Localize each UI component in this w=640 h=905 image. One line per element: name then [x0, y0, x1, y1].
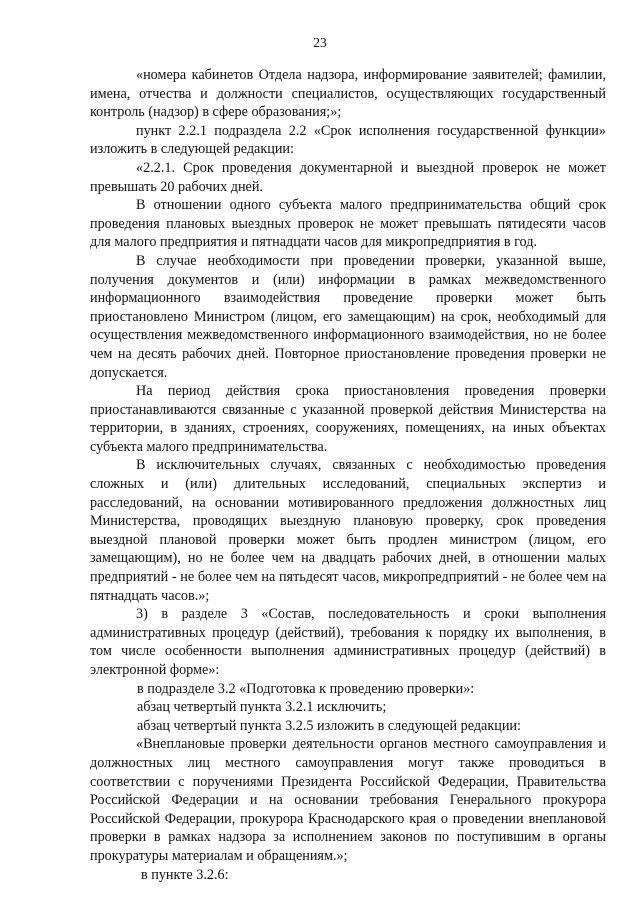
paragraph-small-business-limit: В отношении одного субъекта малого предпринимательства общий срок проведения плановых выездных проверок не может превышать пятидесяти часов для малого предприятия и пятнадцати часов для микропредприятия в год. — [90, 197, 606, 251]
paragraph-item-3-2-1: абзац четвертый пункта 3.2.1 исключить; — [137, 699, 387, 716]
paragraph-item-2-2-1-text: «2.2.1. Срок проведения документарной и выездной проверок не может превышать 20 рабочих дней. — [90, 159, 606, 195]
paragraph-item-3-2-6: в пункте 3.2.6: — [141, 866, 229, 883]
paragraph-extension: В исключительных случаях, связанных с необходимостью проведения сложных и (или) длительных исследований, специальных экспертиз и расследований, на основании мотивированного предложения должностных лиц Министерства, проводящих выездную плановую проверку, срок проведения выездной плановой проверки может быть продлен министром (лицом, его замещающим), но не более чем на двадцать рабочих дней, в отношении малых предприятий - не более чем на пятьдесят часов, микропредприятий - не более чем на пятнадцать часов.»; — [90, 457, 606, 604]
paragraph-item-2-2-1-intro: пункт 2.2.1 подраздела 2.2 «Срок исполнения государственной функции» изложить в следующей редакции: — [90, 122, 606, 158]
paragraph-suspension: В случае необходимости при проведении проверки, указанной выше, получения документов и (или) информации в рамках межведомственного информационного взаимодействия проведение проверки может быть приостановлено Министром (лицом, его замещающим) на срок, необходимый для осуществления межведомственного информационного взаимодействия, но не более чем на десять рабочих дней. Повторное приостановление проведения проверки не допускается. — [90, 252, 606, 381]
paragraph-suspension-period: На период действия срока приостановления проведения проверки приостанавливаются связанные с указанной проверкой действия Министерства на территории, в зданиях, строениях, сооружениях, помещениях, на иных объектах субъекта малого предпринимательства. — [90, 383, 606, 455]
page-number: 23 — [313, 35, 327, 50]
document-body — [90, 66, 606, 884]
paragraph-unscheduled-inspections: «Внеплановые проверки деятельности органов местного самоуправления и должностных лиц местного самоуправления могут также проводиться в соответствии с поручениями Президента Российской Федерации, Правительства Российской Федерации и на основании требования Генерального прокурора Российской Федерации, прокурора Краснодарского края о проведении внеплановой проверки в рамках надзора за исполнением законов по поступившим в органы прокуратуры материалам и обращениям.»; — [90, 736, 606, 864]
paragraph-section-3: 3) в разделе 3 «Состав, последовательность и сроки выполнения административных процедур (действий), требования к порядку их выполнения, в том числе особенности выполнения административных процедур (действий) в электронной форме»: — [90, 606, 606, 678]
paragraph-office-info: «номера кабинетов Отдела надзора, информирование заявителей; фамилии, имена, отчества и должности специалистов, осуществляющих государственный контроль (надзор) в сфере образования;»; — [90, 67, 606, 121]
paragraph-subsection-3-2: в подразделе 3.2 «Подготовка к проведению проверки»: — [137, 680, 475, 697]
paragraph-item-3-2-5: абзац четвертый пункта 3.2.5 изложить в следующей редакции: — [137, 717, 521, 734]
